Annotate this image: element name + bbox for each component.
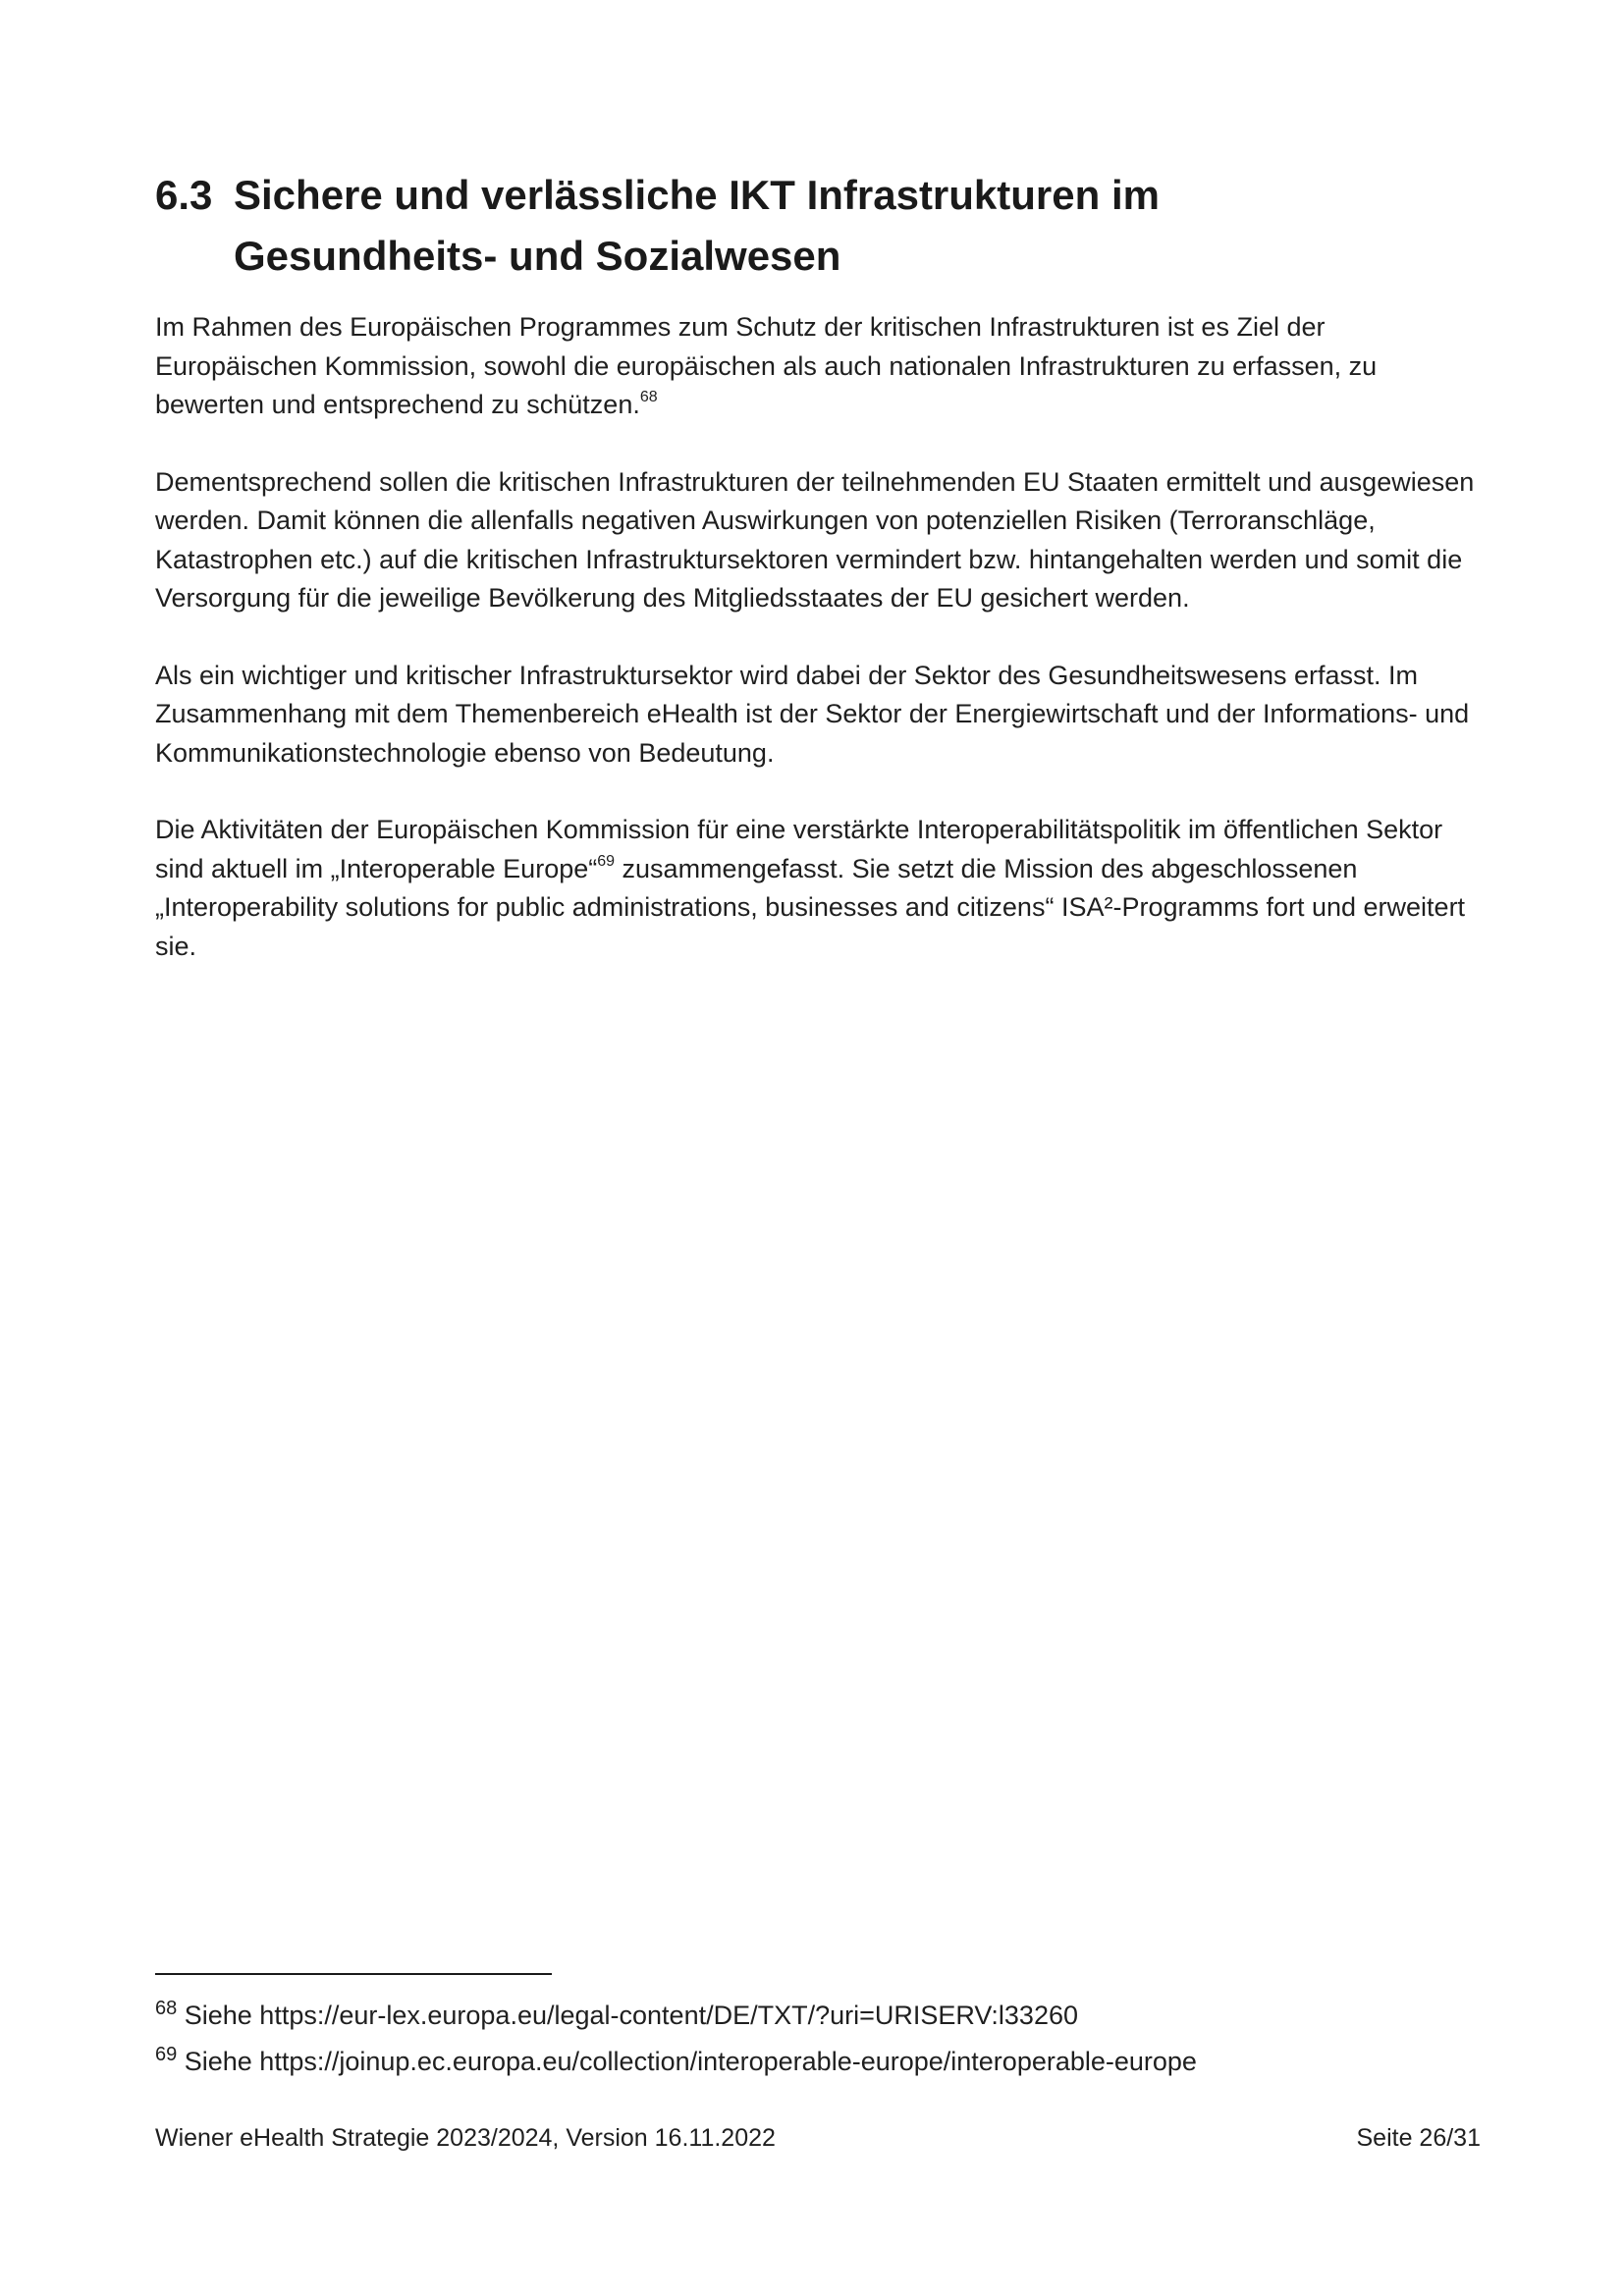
page-content bbox=[155, 165, 1481, 1004]
section-title-line-1: Sichere und verlässliche IKT Infrastrukturen im bbox=[234, 172, 1160, 218]
footnote-link[interactable]: Siehe https://eur-lex.europa.eu/legal-content/DE/TXT/?uri=URISERV:l33260 bbox=[177, 2001, 1078, 2030]
section-number: 6.3 bbox=[155, 172, 213, 218]
section-title bbox=[234, 165, 1481, 287]
paragraph-4-text-before: Die Aktivitäten der Europäischen Kommission für eine verstärkte Interoperabilitätspolitik im öffentlichen Sektor sind aktuell im „Interoperable Europe“ bbox=[155, 815, 1443, 883]
footnote-ref-68[interactable]: 68 bbox=[639, 389, 658, 405]
footnotes bbox=[155, 1993, 1481, 2085]
footer-document-title: Wiener eHealth Strategie 2023/2024, Version 16.11.2022 bbox=[155, 2124, 776, 2152]
footer-page-number: Seite 26/31 bbox=[1356, 2124, 1481, 2152]
footnote-number: 68 bbox=[155, 1998, 178, 2019]
footnote-separator bbox=[155, 1973, 552, 1975]
paragraph-2: Dementsprechend sollen die kritischen Infrastrukturen der teilnehmenden EU Staaten ermittelt und ausgewiesen werden. Damit können die allenfalls negativen Auswirkungen von potenziellen Risiken (Terroranschläge, Katastrophen etc.) auf die kritischen Infrastruktursektoren vermindert bzw. hintangehalten werden und somit die Versorgung für die jeweilige Bevölkerung des Mitgliedsstaates der EU gesichert werden. bbox=[155, 466, 1475, 613]
paragraph-4-text-after: zusammengefasst. Sie setzt die Mission des abgeschlossenen „Interoperability solutions for public administrations, businesses and citizens“ ISA²-Programms fort und erweitert sie. bbox=[155, 853, 1466, 961]
footnote-link[interactable]: Siehe https://joinup.ec.europa.eu/collection/interoperable-europe/interoperable-europe bbox=[177, 2047, 1197, 2076]
section-title-line-2: Gesundheits- und Sozialwesen bbox=[234, 233, 841, 279]
footnote-number: 69 bbox=[155, 2044, 178, 2065]
paragraph-4 bbox=[155, 811, 1481, 966]
footnote-ref-69[interactable]: 69 bbox=[597, 852, 616, 870]
paragraph-1-text: Im Rahmen des Europäischen Programmes zum Schutz der kritischen Infrastrukturen ist es Ziel der Europäischen Kommission, sowohl die europäischen als auch nationalen Infrastrukturen zu erfassen, zu bewerten und entsprechend zu schützen. bbox=[155, 312, 1378, 419]
section-heading bbox=[155, 165, 1481, 287]
paragraph-3: Als ein wichtiger und kritischer Infrastruktursektor wird dabei der Sektor des Gesundheitswesens erfasst. Im Zusammenhang mit dem Themenbereich eHealth ist der Sektor der Energiewirtschaft und der Informations- und Kommunikationstechnologie ebenso von Bedeutung. bbox=[155, 660, 1470, 768]
footnote-68 bbox=[155, 1993, 1481, 2039]
paragraph-1 bbox=[155, 308, 1481, 425]
footnote-69 bbox=[155, 2039, 1481, 2085]
page-footer bbox=[155, 2120, 1481, 2156]
